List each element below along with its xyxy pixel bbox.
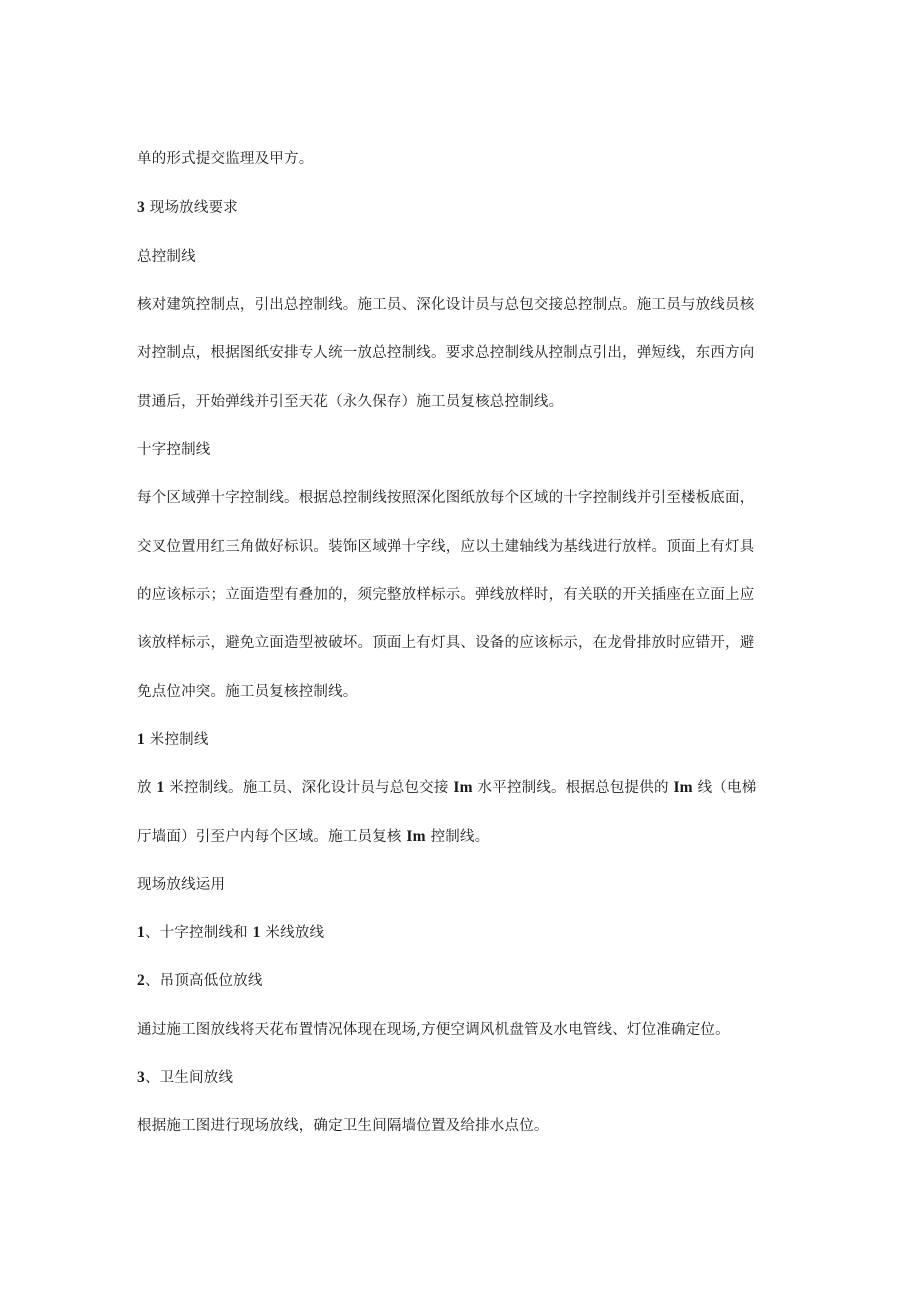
- paragraph-line: [137, 632, 797, 654]
- text-run: 交叉位置用红三角做好标识。装饰区域弹十字线，应以土建轴线为基线进行放样。顶面上有灯具: [137, 539, 755, 555]
- list-text: 、吊顶高低位放线: [144, 973, 263, 989]
- text-run: 单的形式提交监理及甲方。: [137, 151, 314, 167]
- text-run: 线（电梯: [692, 780, 757, 796]
- text-run: 厅墙面）引至户内每个区域。施工员复核: [137, 829, 407, 845]
- paragraph-line: [137, 777, 797, 799]
- subheading: [137, 439, 797, 461]
- text-run: 根据施工图进行现场放线，确定卫生间隔墙位置及给排水点位。: [137, 1118, 549, 1134]
- section-heading: [137, 197, 797, 219]
- paragraph-line: [137, 391, 797, 413]
- subheading: [137, 246, 797, 268]
- paragraph-line: [137, 1019, 797, 1041]
- subheading-text: 十字控制线: [137, 442, 211, 458]
- text-run: 免点位冲突。施工员复核控制线。: [137, 684, 358, 700]
- list-text: 米线放线: [260, 925, 325, 941]
- paragraph-line: [137, 342, 797, 364]
- paragraph-line: [137, 148, 797, 170]
- text-run: 控制线。: [425, 829, 490, 845]
- text-run: 对控制点，根据图纸安排专人统一放总控制线。要求总控制线从控制点引出，弹短线，东西方向: [137, 345, 755, 361]
- text-run-bold: Im: [453, 779, 473, 796]
- paragraph-line: [137, 1115, 797, 1137]
- text-run: 放: [137, 780, 157, 796]
- paragraph-line: [137, 294, 797, 316]
- paragraph-line: [137, 487, 797, 509]
- list-text: 、卫生间放线: [144, 1070, 234, 1086]
- text-run: 通过施工图放线将天花布置情况体现在现场,方便空调风机盘管及水电管线、灯位准确定位。: [137, 1022, 730, 1038]
- paragraph-line: [137, 584, 797, 606]
- list-item: [137, 1067, 797, 1089]
- list-number: 2: [137, 972, 145, 989]
- text-run: 贯通后，开始弹线并引至天花（永久保存）施工员复核总控制线。: [137, 394, 564, 410]
- text-run: 该放样标示，避免立面造型被破坏。顶面上有灯具、设备的应该标示，在龙骨排放时应错开，避: [137, 635, 755, 651]
- subheading: [137, 874, 797, 896]
- paragraph-line: [137, 536, 797, 558]
- text-run-bold: 1: [252, 924, 261, 941]
- text-run: 米控制线。施工员、深化设计员与总包交接: [164, 780, 454, 796]
- list-number: 3: [137, 1069, 145, 1086]
- subheading-number: 1: [137, 731, 145, 748]
- text-run-bold: Im: [673, 779, 693, 796]
- section-title: 现场放线要求: [144, 200, 238, 216]
- list-number: 1: [137, 924, 145, 941]
- list-text: 、十字控制线和: [144, 925, 253, 941]
- list-item: [137, 922, 797, 944]
- subheading: [137, 729, 797, 751]
- paragraph-line: [137, 826, 797, 848]
- subheading-text: 总控制线: [137, 249, 196, 265]
- subheading-text: 米控制线: [144, 732, 209, 748]
- text-run: 的应该标示；立面造型有叠加的，须完整放样标示。弹线放样时，有关联的开关插座在立面上应: [137, 587, 755, 603]
- list-item: [137, 970, 797, 992]
- text-run: 每个区域弹十字控制线。根据总控制线按照深化图纸放每个区域的十字控制线并引至楼板底面，: [137, 490, 755, 506]
- text-run: 水平控制线。根据总包提供的: [472, 780, 674, 796]
- text-run-bold: Im: [406, 828, 426, 845]
- paragraph-line: [137, 681, 797, 703]
- subheading-text: 现场放线运用: [137, 877, 226, 893]
- section-number: 3: [137, 199, 145, 216]
- text-run-bold: 1: [156, 779, 165, 796]
- text-run: 核对建筑控制点，引出总控制线。施工员、深化设计员与总包交接总控制点。施工员与放线员核: [137, 297, 755, 313]
